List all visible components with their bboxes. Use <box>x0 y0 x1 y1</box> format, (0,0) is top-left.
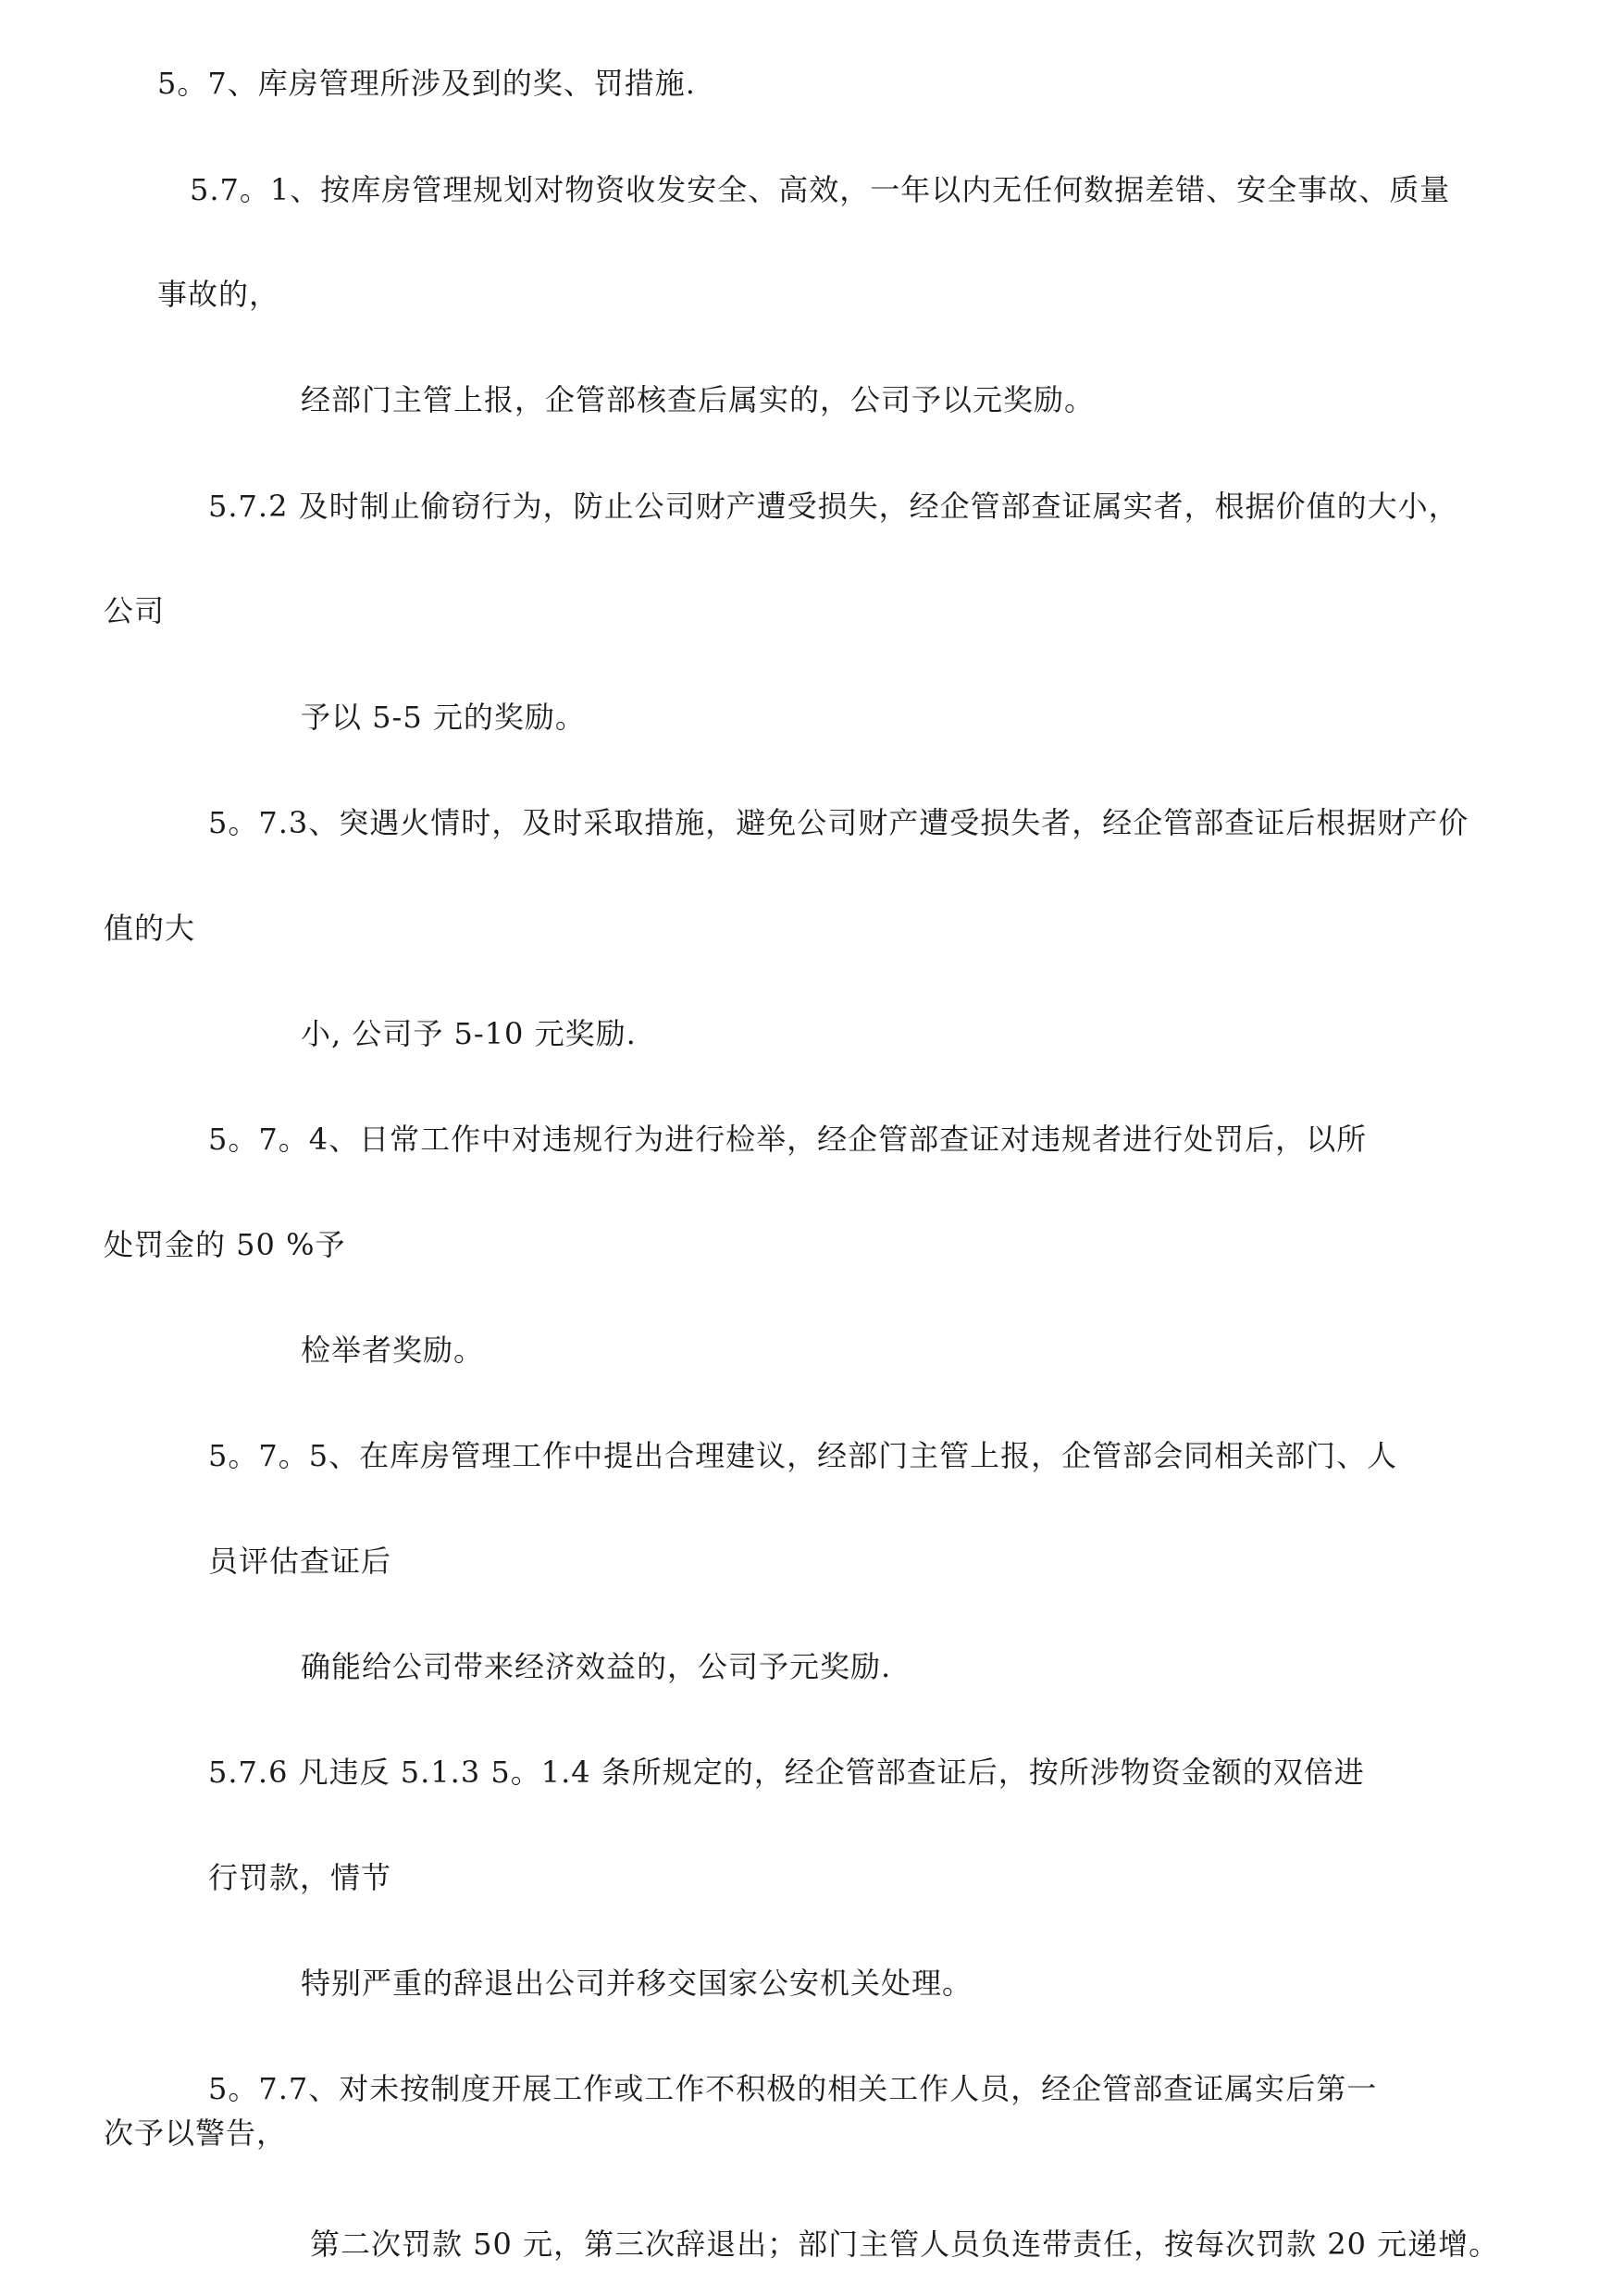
clause-5-7-2-line-1: 5.7.2 及时制止偷窃行为，防止公司财产遭受损失，经企管部查证属实者，根据价值的大小， <box>208 489 1459 524</box>
clause-5-7-4-line-2: 处罚金的 50 %予 <box>104 1227 346 1262</box>
clause-5-7-6-line-2: 行罚款，情节 <box>208 1860 392 1895</box>
clause-5-7-3-line-3: 小, 公司予 5-10 元奖励. <box>301 1016 637 1051</box>
clause-5-7-7-line-3: 第二次罚款 50 元，第三次辞退出；部门主管人员负连带责任，按每次罚款 20 元递增。 <box>310 2227 1500 2262</box>
clause-5-7-1-line-2: 事故的， <box>157 277 280 312</box>
section-heading-5-7: 5。7、库房管理所涉及到的奖、罚措施. <box>157 66 696 101</box>
clause-5-7-1-line-1: 5.7。1、按库房管理规划对物资收发安全、高效，一年以内无任何数据差错、安全事故、质量 <box>190 172 1451 207</box>
clause-5-7-3-line-2: 值的大 <box>104 911 196 946</box>
clause-5-7-5-line-1: 5。7。5、在库房管理工作中提出合理建议，经部门主管上报，企管部会同相关部门、人 <box>208 1438 1398 1473</box>
clause-5-7-1-line-3: 经部门主管上报，企管部核查后属实的，公司予以元奖励。 <box>301 382 1096 417</box>
clause-5-7-4-line-3: 检举者奖励。 <box>301 1333 485 1368</box>
clause-5-7-2-line-3: 予以 5-5 元的奖励。 <box>301 700 586 735</box>
clause-5-7-4-line-1: 5。7。4、日常工作中对违规行为进行检举，经企管部查证对违规者进行处罚后，以所 <box>208 1122 1368 1157</box>
clause-5-7-6-line-1: 5.7.6 凡违反 5.1.3 5。1.4 条所规定的，经企管部查证后，按所涉物资金额的双倍进 <box>208 1755 1365 1790</box>
clause-5-7-5-line-3: 确能给公司带来经济效益的，公司予元奖励. <box>301 1649 892 1684</box>
clause-5-7-5-line-2: 员评估查证后 <box>208 1544 392 1579</box>
clause-5-7-6-line-3: 特别严重的辞退出公司并移交国家公安机关处理。 <box>301 1966 973 2001</box>
clause-5-7-3-line-1: 5。7.3、突遇火情时，及时采取措施，避免公司财产遭受损失者，经企管部查证后根据财产价 <box>208 805 1469 840</box>
clause-5-7-7-line-2: 次予以警告， <box>104 2115 288 2151</box>
clause-5-7-7-line-1: 5。7.7、对未按制度开展工作或工作不积极的相关工作人员，经企管部查证属实后第一 <box>208 2071 1378 2106</box>
clause-5-7-2-line-2: 公司 <box>104 593 166 628</box>
